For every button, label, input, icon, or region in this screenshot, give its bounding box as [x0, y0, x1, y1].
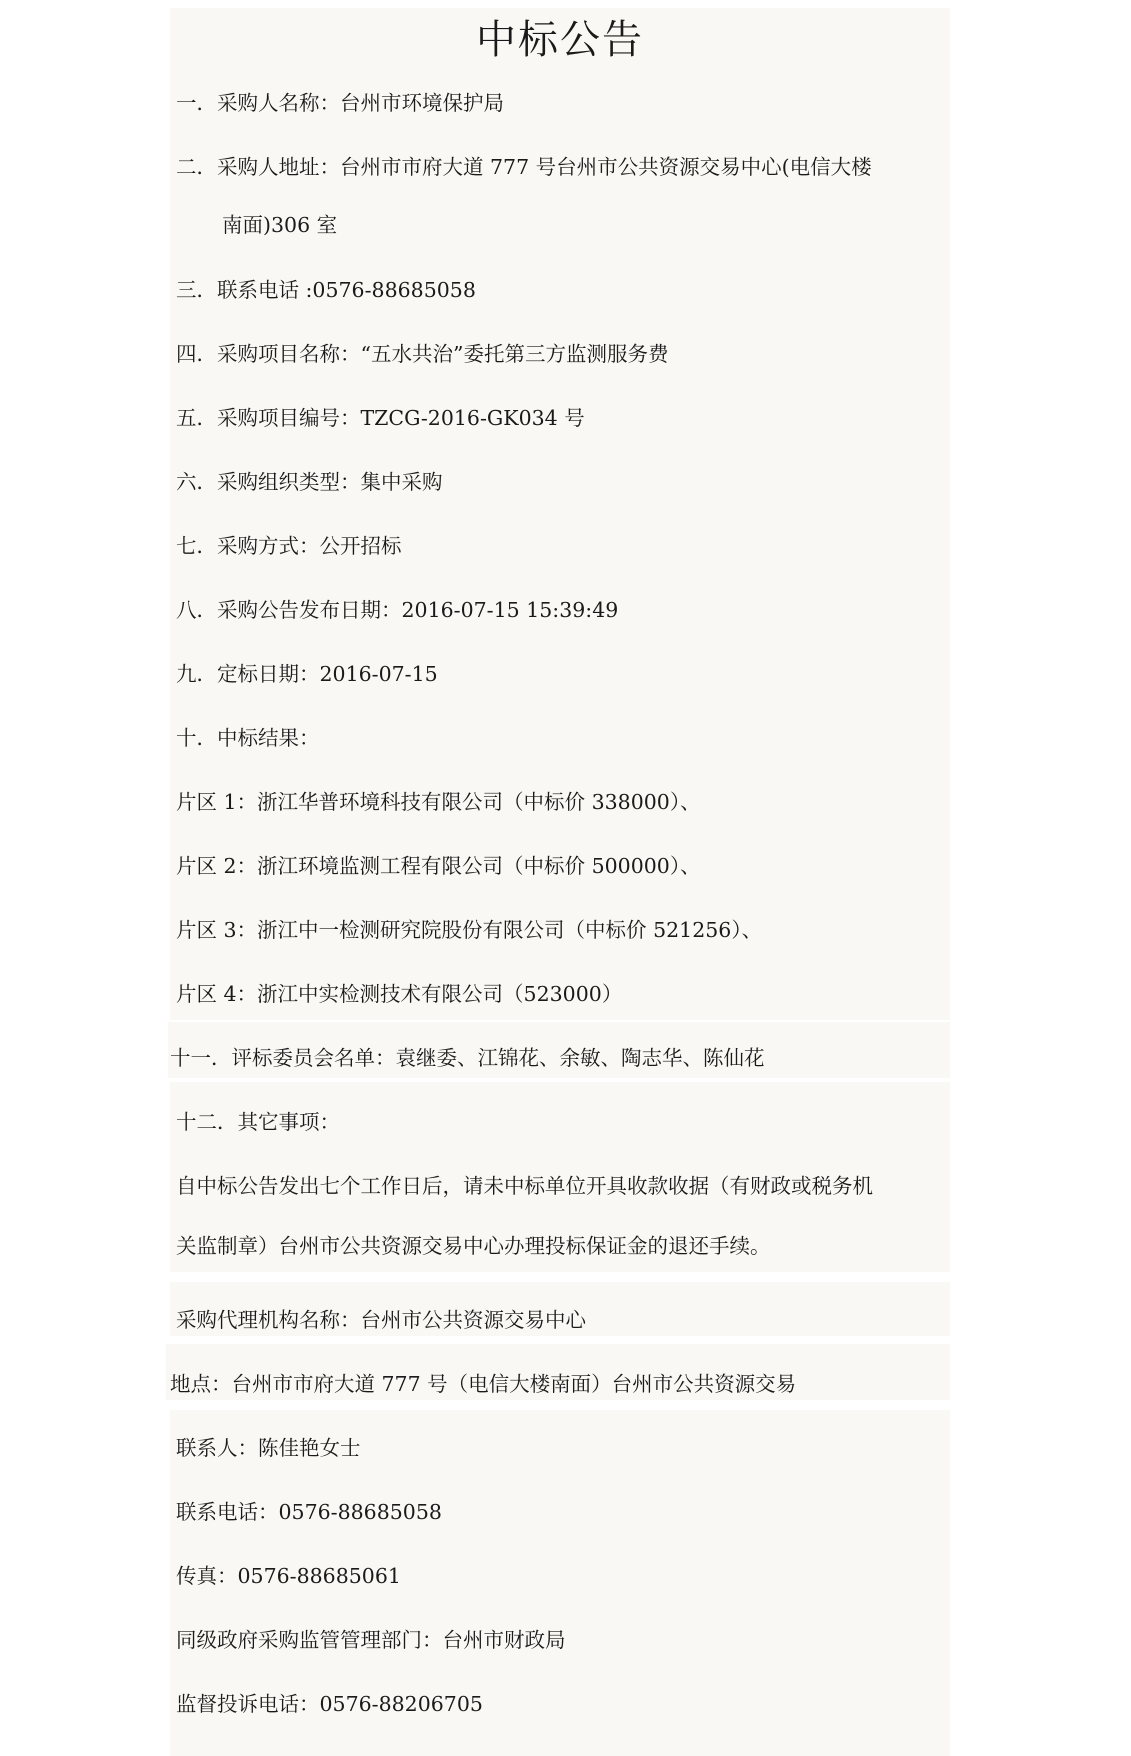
award-result-item: 片区 2：浙江环境监测工程有限公司（中标价 500000）、 [176, 854, 701, 878]
project-number: 五．采购项目编号：TZCG-2016-GK034 号 [176, 406, 585, 430]
contact-person: 联系人：陈佳艳女士 [176, 1436, 361, 1460]
other-matters-text: 自中标公告发出七个工作日后，请未中标单位开具收款收据（有财政或税务机 [176, 1174, 873, 1198]
publish-date: 八．采购公告发布日期：2016-07-15 15:39:49 [176, 598, 619, 622]
page-title: 中标公告 [476, 17, 644, 63]
purchaser-address: 二．采购人地址：台州市市府大道 777 号台州市公共资源交易中心(电信大楼 [176, 155, 872, 179]
award-result-item: 片区 4：浙江中实检测技术有限公司（523000） [176, 982, 623, 1006]
award-date: 九．定标日期：2016-07-15 [176, 662, 438, 686]
other-matters-text-continued: 关监制章）台州市公共资源交易中心办理投标保证金的退还手续。 [176, 1234, 771, 1258]
supervisory-department: 同级政府采购监管管理部门：台州市财政局 [176, 1628, 566, 1652]
complaint-phone: 监督投诉电话：0576-88206705 [176, 1692, 483, 1716]
organization-type: 六．采购组织类型：集中采购 [176, 470, 443, 494]
other-matters-heading: 十二．其它事项： [176, 1110, 340, 1134]
award-result-item: 片区 1：浙江华普环境科技有限公司（中标价 338000）、 [176, 790, 701, 814]
award-result-heading: 十．中标结果： [176, 726, 320, 750]
contact-phone: 三．联系电话 :0576-88685058 [176, 278, 476, 302]
project-name: 四．采购项目名称：“五水共治”委托第三方监测服务费 [176, 342, 669, 366]
procurement-method: 七．采购方式：公开招标 [176, 534, 402, 558]
award-result-item: 片区 3：浙江中一检测研究院股份有限公司（中标价 521256）、 [176, 918, 763, 942]
agency-address: 地点：台州市市府大道 777 号（电信大楼南面）台州市公共资源交易 [170, 1372, 797, 1396]
purchaser-name: 一．采购人名称：台州市环境保护局 [176, 91, 504, 115]
agency-fax: 传真：0576-88685061 [176, 1564, 401, 1588]
evaluation-committee: 十一．评标委员会名单：袁继委、江锦花、余敏、陶志华、陈仙花 [170, 1046, 765, 1070]
agency-name: 采购代理机构名称：台州市公共资源交易中心 [176, 1308, 586, 1332]
agency-phone: 联系电话：0576-88685058 [176, 1500, 442, 1524]
purchaser-address-continued: 南面)306 室 [222, 213, 338, 237]
